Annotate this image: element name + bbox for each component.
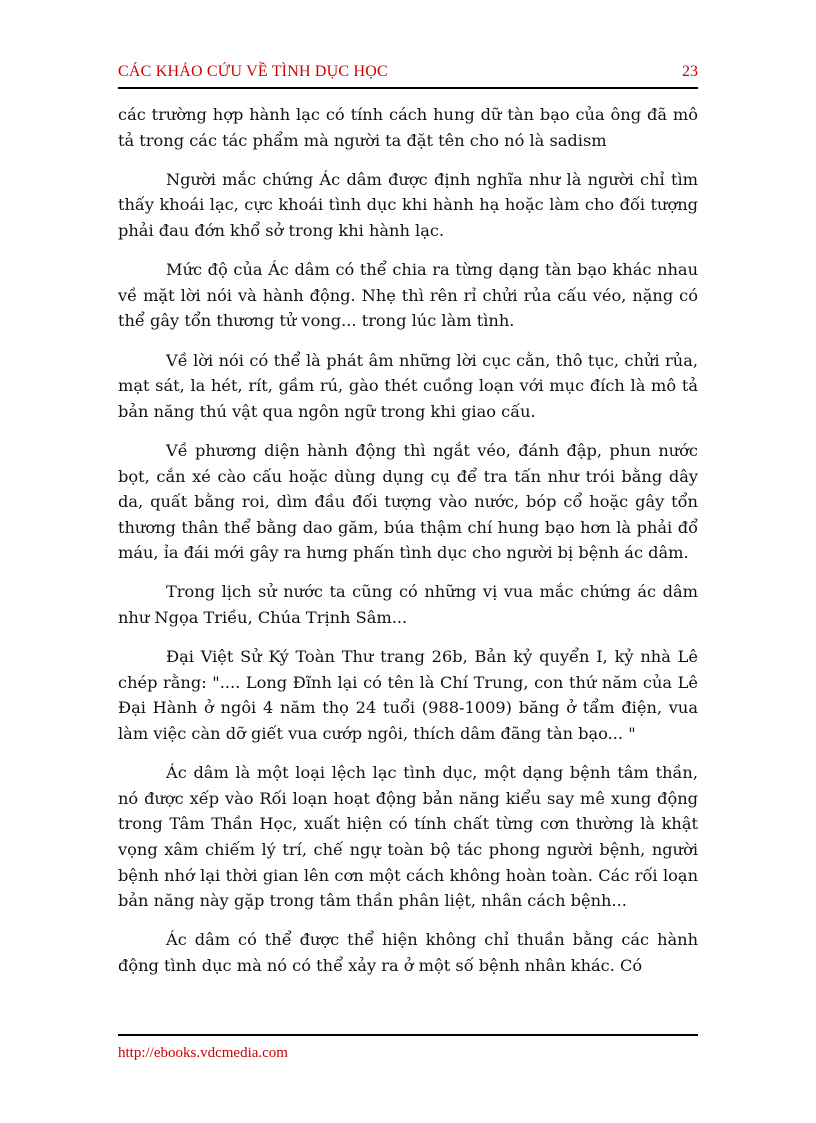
paragraph-continuation: các trường hợp hành lạc có tính cách hung dữ tàn bạo của ông đã mô tả trong các tác phẩm mà người ta đặt tên cho nó là sadism <box>118 105 698 150</box>
page-footer <box>118 1034 698 1062</box>
paragraph-action: Về phương diện hành động thì ngắt véo, đánh đập, phun nước bọt, cắn xé cào cấu hoặc dùng dụng cụ để tra tấn như trói bằng dây da, quất bằng roi, dìm đầu đối tượng vào nước, bóp cổ hoặc gây tổn thương thân thể bằng dao găm, búa thậm chí hung bạo hơn là phải đổ máu, ỉa đái mới gây ra hưng phấn tình dục cho người bị bệnh ác dâm. <box>118 440 698 563</box>
body-text <box>118 102 698 992</box>
paragraph-chronicle: Đại Việt Sử Ký Toàn Thư trang 26b, Bản kỷ quyển I, kỷ nhà Lê chép rằng: ".... Long Đĩnh lại có tên là Chí Trung, con thứ năm của Lê Đại Hành ở ngôi 4 năm thọ 24 tuổi (988-1009) băng ở tẩm điện, vua làm việc càn dỡ giết vua cướp ngôi, thích dâm đãng tàn bạo... " <box>118 647 698 744</box>
header-title: CÁC KHẢO CỨU VỀ TÌNH DỤC HỌC <box>118 63 388 80</box>
paragraph-definition: Người mắc chứng Ác dâm được định nghĩa như là người chỉ tìm thấy khoái lạc, cực khoái tình dục khi hành hạ hoặc làm cho đối tượng phải đau đớn khổ sở trong khi hành lạc. <box>118 169 698 240</box>
paragraph-degree: Mức độ của Ác dâm có thể chia ra từng dạng tàn bạo khác nhau về mặt lời nói và hành động. Nhẹ thì rên rỉ chửi rủa cấu véo, nặng có thể gây tổn thương tử vong... trong lúc làm tình. <box>118 260 698 331</box>
paragraph-psychiatry: Ác dâm là một loại lệch lạc tình dục, một dạng bệnh tâm thần, nó được xếp vào Rối loạn hoạt động bản năng kiểu say mê xung động trong Tâm Thần Học, xuất hiện có tính chất từng cơn thường là khật vọng xâm chiếm lý trí, chế ngự toàn bộ tác phong người bệnh, người bệnh nhớ lại thời gian lên cơn một cách không hoàn toàn. Các rối loạn bản năng này gặp trong tâm thần phân liệt, nhân cách bệnh... <box>118 763 698 911</box>
footer-link[interactable]: http://ebooks.vdcmedia.com <box>118 1045 288 1061</box>
paragraph-speech: Về lời nói có thể là phát âm những lời cục cằn, thô tục, chửi rủa, mạt sát, la hét, rít, gầm rú, gào thét cuồng loạn với mục đích là mô tả bản năng thú vật qua ngôn ngữ trong khi giao cấu. <box>118 350 698 421</box>
paragraph-expression: Ác dâm có thể được thể hiện không chỉ thuần bằng các hành động tình dục mà nó có thể xảy ra ở một số bệnh nhân khác. Có <box>118 930 698 975</box>
page-header <box>118 63 698 89</box>
paragraph-history: Trong lịch sử nước ta cũng có những vị vua mắc chứng ác dâm như Ngọa Triều, Chúa Trịnh Sâm... <box>118 582 698 628</box>
page-number: 23 <box>682 63 698 80</box>
